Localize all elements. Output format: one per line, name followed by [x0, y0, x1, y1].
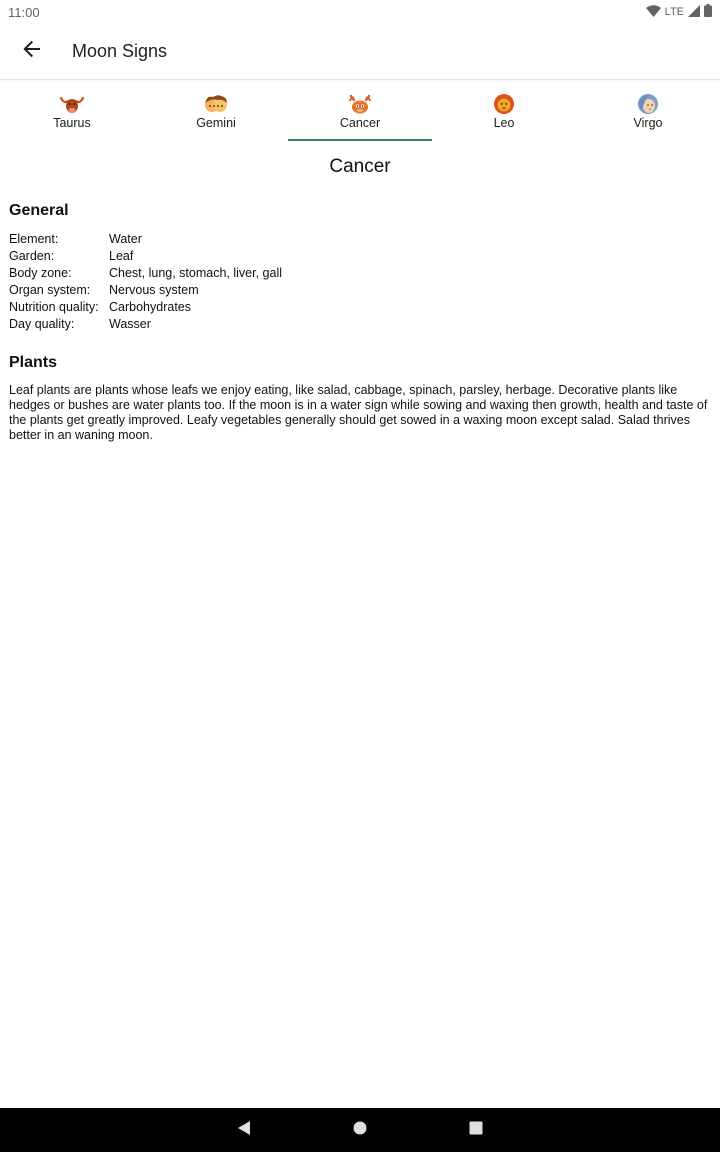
tab-label: Taurus	[53, 116, 91, 130]
square-recents-icon	[469, 1121, 483, 1140]
battery-icon	[704, 4, 712, 20]
tab-virgo[interactable]	[576, 80, 720, 141]
selected-tab-indicator	[288, 139, 432, 141]
taurus-icon	[60, 92, 84, 116]
info-key: Day quality:	[9, 317, 75, 332]
status-bar	[0, 0, 720, 24]
info-row-nutrition-quality	[9, 299, 709, 316]
nav-recents-button[interactable]	[418, 1121, 534, 1140]
tab-label: Gemini	[196, 116, 236, 130]
general-info-table	[9, 231, 709, 334]
general-heading: General	[9, 202, 69, 219]
circle-home-icon	[353, 1121, 367, 1140]
tab-leo[interactable]	[432, 80, 576, 141]
info-row-organ-system	[9, 282, 709, 299]
info-key: Body zone:	[9, 266, 72, 281]
network-type: LTE	[664, 6, 684, 18]
info-value: Water	[109, 232, 142, 246]
info-value: Carbohydrates	[109, 300, 191, 315]
sign-details	[9, 150, 709, 443]
tab-gemini[interactable]	[144, 80, 288, 141]
info-row-day-quality	[9, 316, 709, 333]
back-button[interactable]	[12, 32, 52, 72]
nav-home-button[interactable]	[302, 1121, 418, 1140]
sign-title: Cancer	[329, 156, 391, 177]
tab-label: Virgo	[633, 116, 663, 130]
info-key: Organ system:	[9, 283, 91, 298]
info-value: Nervous system	[109, 283, 199, 298]
gemini-icon	[204, 92, 228, 116]
info-row-body-zone	[9, 265, 709, 282]
leo-icon	[492, 92, 516, 116]
plants-description: Leaf plants are plants whose leafs we enjoy eating, like salad, cabbage, spinach, parsley, herbage. Decorative plants like hedges or bushes are water plants too. If the moon is in a water sign while sowing and waxing then growth, health and taste of the plants get greatly improved. Leafy vegetables generally should get sowed in a waxing moon except salad. Salad thrives better in an waning moon.	[9, 382, 708, 443]
tab-taurus[interactable]	[0, 80, 144, 141]
info-row-garden	[9, 248, 709, 265]
sign-tabs	[0, 80, 720, 141]
info-row-element	[9, 231, 709, 248]
tab-label: Cancer	[339, 116, 381, 130]
info-key: Garden:	[9, 249, 55, 264]
virgo-icon	[636, 92, 660, 116]
signal-icon	[688, 5, 700, 20]
info-key: Element:	[9, 232, 59, 246]
tab-label: Leo	[493, 116, 515, 130]
page-title: Moon Signs	[72, 41, 168, 61]
cancer-icon	[348, 92, 372, 116]
info-value: Leaf	[109, 249, 134, 264]
info-key: Nutrition quality:	[9, 300, 99, 315]
triangle-back-icon	[237, 1120, 251, 1141]
wifi-icon	[646, 5, 661, 20]
status-icons	[646, 4, 712, 20]
plants-heading: Plants	[9, 353, 58, 371]
arrow-back-icon	[23, 40, 41, 63]
tab-cancer[interactable]	[288, 80, 432, 141]
nav-back-button[interactable]	[186, 1120, 302, 1141]
info-value: Wasser	[109, 317, 151, 332]
app-bar	[0, 24, 720, 80]
status-time: 11:00	[8, 4, 40, 20]
info-value: Chest, lung, stomach, liver, gall	[109, 266, 282, 281]
system-nav-bar	[0, 1108, 720, 1152]
